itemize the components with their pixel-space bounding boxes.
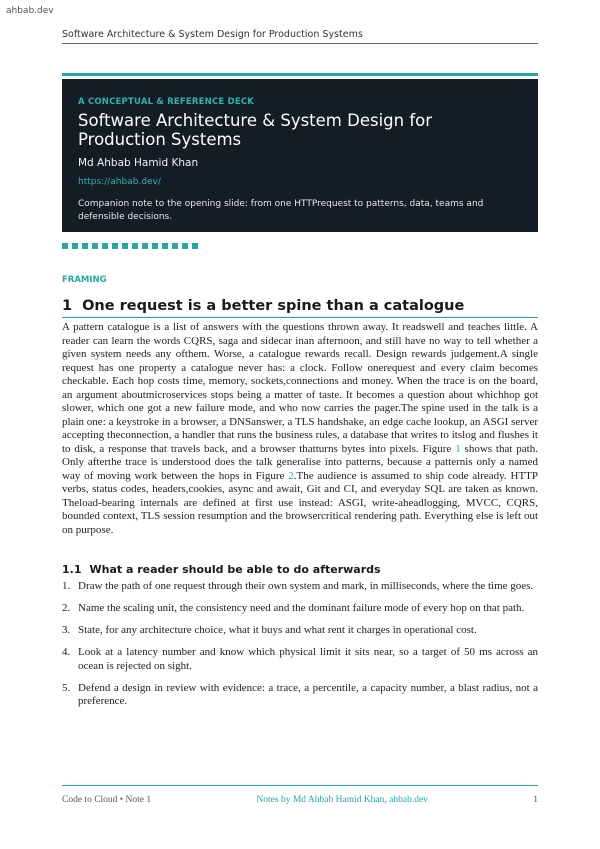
list-item-text: Look at a latency number and know which physical limit it sits near, so a target of 50 ms across an ocean is rejected on sight. [78,646,538,672]
list-item-text: State, for any architecture choice, what it buys and what rent it charges in operational cost. [78,624,477,636]
goals-list [62,580,538,717]
decorative-square [142,243,148,249]
decorative-square [62,243,68,249]
deck-kicker: A CONCEPTUAL & REFERENCE DECK [78,97,255,107]
decorative-square-row [62,243,198,249]
decorative-square [152,243,158,249]
list-item-text: Draw the path of one request through their own system and mark, in milliseconds, where the time goes. [78,580,534,592]
subsection-title: What a reader should be able to do afterwards [89,563,381,576]
author-url-link[interactable]: https://ahbab.dev/ [78,177,161,187]
figure-2-link[interactable]: 2 [288,469,294,482]
body-text-part: .The audience is assumed to ship code already. HTTP verbs, status codes, headers,cookies, async and await, Git and CI, and everyday SQL are taken as known. Theload-bearing internals are defined at first use instead: ASGI, write-aheadlogging, MVCC, CQRS, bounded context, TLS session resumption and the browsercritical rendering path. Everything else is left out on purpose. [62,469,539,536]
body-text-part: A pattern catalogue is a list of answers with the questions thrown away. It readswell and teaches little. A reader can learn the words CQRS, saga and sidecar inan afternoon, and still have no way to tell whether a given system needs any ofthem. Worse, a catalogue rewards recall. Design rewards judgement.A single request has one property a catalogue never has: a clock. Follow onerequest and every claim becomes checkable. Each hop costs time, memory, sockets,connections and money. When the trace is on the board, an argument aboutmicroservices stops being a matter of taste. It becomes a question about whichhop got slower, which one got a new failure mode, and who now carries the pager.The spine used in the talk is a plain one: a keystroke in a browser, a DNSanswer, a TLS handshake, an edge cache lookup, an ASGI server accepting theconnection, a handler that runs the business rules, a database that writes to itslog and flushes it to disk, a response that travels back, and a browser thatturns bytes into pixels. Figure [62,321,538,455]
page-footer [62,795,538,805]
list-item-text: Defend a design in review with evidence: a trace, a percentile, a capacity number, a blast radius, not a preference. [78,681,538,707]
list-item [62,580,538,594]
running-head: Software Architecture & System Design for Production Systems [62,29,538,44]
section-heading [62,298,538,318]
footer-author-link[interactable]: Notes by Md Ahbab Hamid Khan, ahbab.dev [256,795,428,805]
list-item [62,646,538,673]
list-item-number: 3. [62,624,71,636]
decorative-square [192,243,198,249]
decorative-square [172,243,178,249]
list-item [62,682,538,709]
hero-accent-rule [62,73,538,76]
decorative-square [162,243,168,249]
decorative-square [92,243,98,249]
decorative-square [122,243,128,249]
footer-series: Code to Cloud • Note 1 [62,795,152,805]
list-item-number: 1. [62,580,71,592]
list-item-number: 4. [62,646,71,658]
list-item [62,602,538,616]
companion-note: Companion note to the opening slide: from one HTTPrequest to patterns, data, teams and defensible decisions. [78,199,484,222]
section-number: 1 [62,298,73,314]
list-item-number: 2. [62,602,71,614]
figure-1-link[interactable]: 1 [455,442,461,455]
list-item [62,624,538,638]
decorative-square [102,243,108,249]
subsection-number: 1.1 [62,563,82,576]
body-text-part: shows that path. Only afterthe trace is understood does the talk generalise into patterns, because a patternis only a named way of moving work between the hops in Figure [62,442,538,482]
decorative-square [182,243,188,249]
decorative-square [72,243,78,249]
footer-rule [62,785,538,786]
section-label: FRAMING [62,275,107,285]
decorative-square [112,243,118,249]
page-number: 1 [533,795,538,805]
author-name: Md Ahbab Hamid Khan [78,157,199,169]
subsection-heading [62,563,381,576]
section-body [62,321,538,537]
document-title: Software Architecture & System Design for Production Systems [78,111,433,149]
list-item-number: 5. [62,681,71,694]
list-item-text: Name the scaling unit, the consistency need and the dominant failure mode of every hop on that path. [78,602,525,614]
section-title: One request is a better spine than a catalogue [82,298,465,314]
title-block [62,79,538,232]
watermark: ahbab.dev [6,6,54,16]
decorative-square [132,243,138,249]
decorative-square [82,243,88,249]
